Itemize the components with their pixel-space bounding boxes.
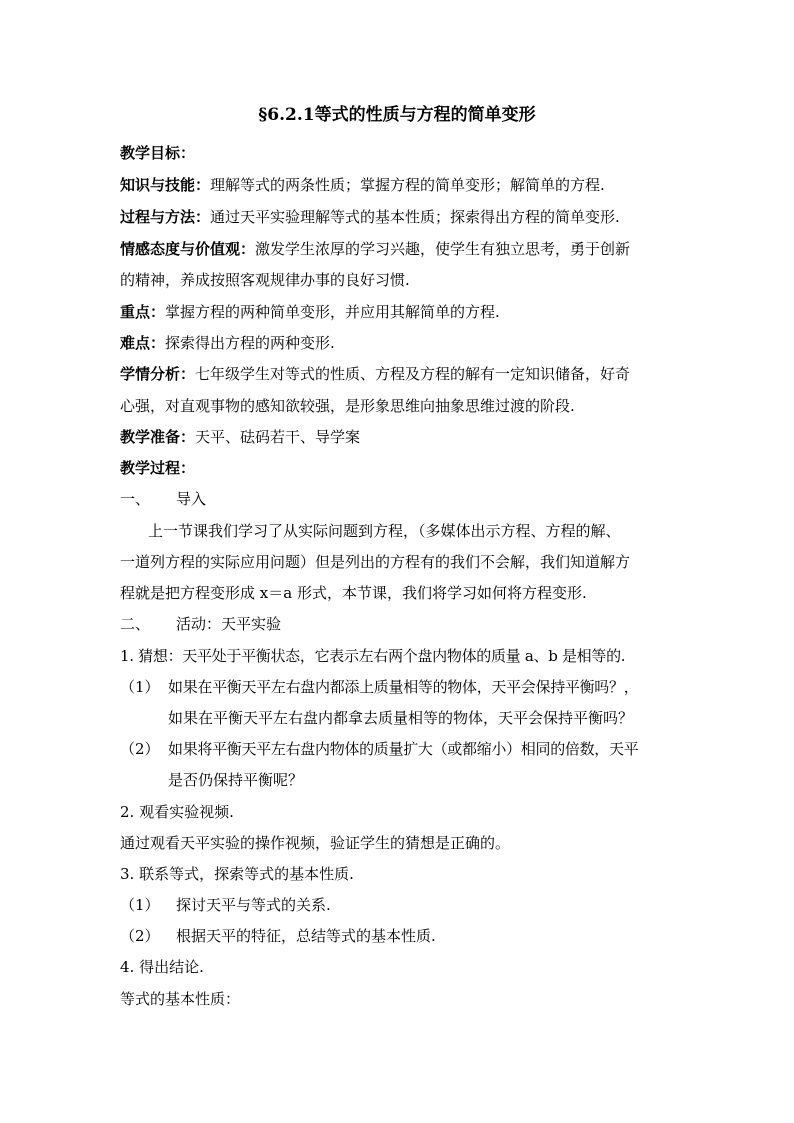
step-2-num: （2） (120, 927, 160, 945)
intro-line-2: 一道列方程的实际应用问题）但是列出的方程有的我们不会解，我们知道解方 (120, 553, 631, 571)
section-2-title: 活动：天平实验 (176, 615, 282, 633)
key-line (120, 302, 500, 322)
question-2-line-1: 如果将平衡天平左右盘内物体的质量扩大（或都缩小）相同的倍数，天平 (168, 740, 639, 758)
intro-line-3: 程就是把方程变形成 x＝a 形式，本节课，我们将学习如何将方程变形. (120, 584, 587, 602)
preparation-text: 天平、砝码若干、导学案 (195, 428, 361, 446)
question-2-line-2: 是否仍保持平衡呢？ (168, 771, 304, 789)
item-2-video: 2. 观看实验视频. (120, 803, 234, 821)
knowledge-label: 知识与技能： (120, 176, 211, 194)
analysis-line (120, 364, 630, 384)
question-2-num: （2） (120, 740, 160, 758)
difficulty-text: 探索得出方程的两种变形. (165, 334, 335, 352)
section-2-num: 二、 (120, 615, 151, 633)
basic-properties-heading: 等式的基本性质： (120, 990, 241, 1008)
process-label: 过程与方法： (120, 208, 211, 226)
section-1-title: 导入 (176, 490, 207, 508)
analysis-text-2: 心强，对直观事物的感知欲较强，是形象思维向抽象思维过渡的阶段. (120, 397, 575, 415)
step-2-text: 根据天平的特征，总结等式的基本性质. (176, 927, 436, 945)
key-label: 重点： (120, 303, 166, 321)
analysis-label: 学情分析： (120, 365, 196, 383)
item-3-explore: 3. 联系等式，探索等式的基本性质. (120, 865, 354, 883)
item-4-conclusion: 4. 得出结论. (120, 958, 204, 976)
emotion-text-2: 的精神，养成按照客观规律办事的良好习惯. (120, 271, 410, 289)
difficulty-line (120, 333, 335, 353)
step-1-text: 探讨天平与等式的关系. (176, 896, 331, 914)
intro-line-1: 上一节课我们学习了从实际问题到方程，（多媒体出示方程、方程的解、 (148, 522, 621, 540)
item-2-text: 通过观看天平实验的操作视频，验证学生的猜想是正确的。 (120, 834, 511, 852)
question-1-num: （1） (120, 678, 160, 696)
key-text: 掌握方程的两种简单变形，并应用其解简单的方程. (165, 303, 500, 321)
process-text: 通过天平实验理解等式的基本性质；探索得出方程的简单变形. (210, 208, 620, 226)
emotion-line (120, 239, 630, 259)
emotion-label: 情感态度与价值观： (120, 240, 256, 258)
process-line (120, 207, 620, 227)
analysis-text-1: 七年级学生对等式的性质、方程及方程的解有一定知识储备，好奇 (195, 365, 631, 383)
preparation-line (120, 427, 360, 447)
question-1-line-2: 如果在平衡天平左右盘内都拿去质量相等的物体，天平会保持平衡吗？ (168, 709, 634, 727)
knowledge-line (120, 175, 605, 195)
knowledge-text: 理解等式的两条性质；掌握方程的简单变形；解简单的方程. (210, 176, 605, 194)
page-title: §6.2.1等式的性质与方程的简单变形 (258, 105, 536, 125)
item-1-guess: 1. 猜想：天平处于平衡状态，它表示左右两个盘内物体的质量 a、b 是相等的. (120, 647, 626, 665)
step-1-num: （1） (120, 896, 160, 914)
difficulty-label: 难点： (120, 334, 166, 352)
emotion-text-1: 激发学生浓厚的学习兴趣，使学生有独立思考，勇于创新 (255, 240, 631, 258)
preparation-label: 教学准备： (120, 428, 196, 446)
process-heading: 教学过程： (120, 459, 196, 477)
section-1-num: 一、 (120, 490, 151, 508)
question-1-line-1: 如果在平衡天平左右盘内都添上质量相等的物体，天平会保持平衡吗？， (168, 678, 639, 696)
objectives-heading: 教学目标： (120, 144, 196, 162)
